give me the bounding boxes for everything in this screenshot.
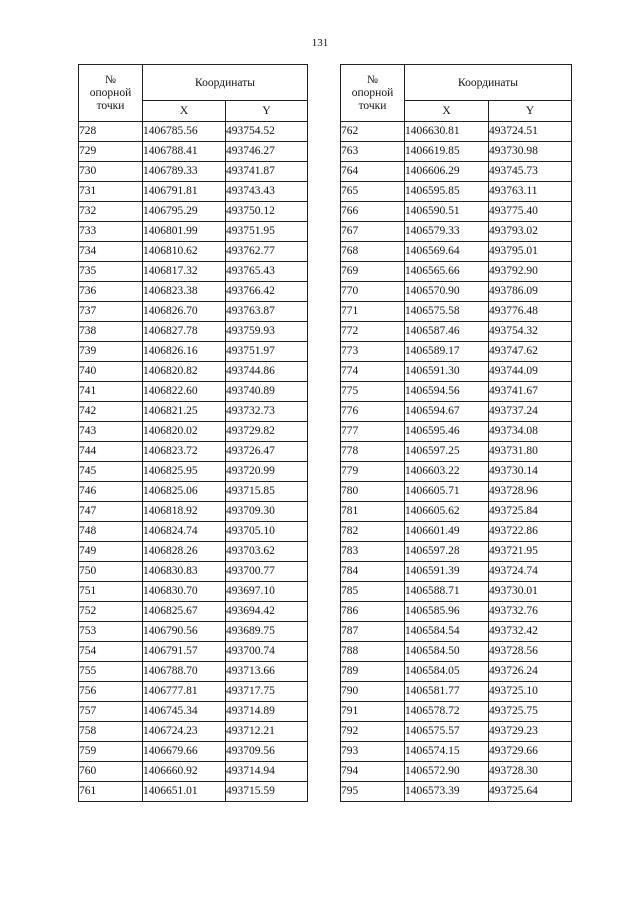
- x-coordinate-cell: 1406570.90: [405, 282, 489, 302]
- table-row: [79, 622, 308, 642]
- y-coordinate-cell: 493734.08: [489, 422, 572, 442]
- y-coordinate-cell: 493792.90: [489, 262, 572, 282]
- point-number-cell: 737: [79, 302, 143, 322]
- x-coordinate-cell: 1406745.34: [143, 702, 226, 722]
- x-coordinate-cell: 1406601.49: [405, 522, 489, 542]
- y-coordinate-cell: 493762.77: [226, 242, 308, 262]
- x-coordinate-cell: 1406603.22: [405, 462, 489, 482]
- point-number-cell: 776: [341, 402, 405, 422]
- y-coordinate-cell: 493724.51: [489, 122, 572, 142]
- y-coordinate-cell: 493754.32: [489, 322, 572, 342]
- point-number-cell: 755: [79, 662, 143, 682]
- x-coordinate-cell: 1406584.50: [405, 642, 489, 662]
- table-row: [79, 222, 308, 242]
- table-row: [79, 462, 308, 482]
- point-number-cell: 731: [79, 182, 143, 202]
- y-coordinate-cell: 493793.02: [489, 222, 572, 242]
- table-row: [341, 242, 572, 262]
- y-coordinate-cell: 493775.40: [489, 202, 572, 222]
- table-row: [79, 562, 308, 582]
- point-number-cell: 752: [79, 602, 143, 622]
- x-coordinate-cell: 1406619.85: [405, 142, 489, 162]
- x-coordinate-cell: 1406572.90: [405, 762, 489, 782]
- table-row: [79, 402, 308, 422]
- table-row: [341, 562, 572, 582]
- y-coordinate-cell: 493751.97: [226, 342, 308, 362]
- y-coordinate-cell: 493689.75: [226, 622, 308, 642]
- table-row: [341, 662, 572, 682]
- x-coordinate-cell: 1406826.16: [143, 342, 226, 362]
- y-coordinate-cell: 493713.66: [226, 662, 308, 682]
- point-number-cell: 751: [79, 582, 143, 602]
- point-number-cell: 771: [341, 302, 405, 322]
- x-coordinate-cell: 1406830.83: [143, 562, 226, 582]
- point-number-cell: 782: [341, 522, 405, 542]
- point-number-cell: 739: [79, 342, 143, 362]
- point-number-cell: 738: [79, 322, 143, 342]
- point-number-cell: 775: [341, 382, 405, 402]
- y-coordinate-cell: 493730.01: [489, 582, 572, 602]
- x-coordinate-cell: 1406585.96: [405, 602, 489, 622]
- y-coordinate-cell: 493714.89: [226, 702, 308, 722]
- x-coordinate-cell: 1406594.67: [405, 402, 489, 422]
- x-coordinate-cell: 1406573.39: [405, 782, 489, 802]
- y-coordinate-cell: 493694.42: [226, 602, 308, 622]
- table-row: [341, 442, 572, 462]
- y-coordinate-cell: 493765.43: [226, 262, 308, 282]
- table-row: [79, 322, 308, 342]
- x-coordinate-cell: 1406790.56: [143, 622, 226, 642]
- point-number-header: № опорной точки: [341, 65, 405, 122]
- point-number-cell: 794: [341, 762, 405, 782]
- table-row: [79, 582, 308, 602]
- y-coordinate-cell: 493700.77: [226, 562, 308, 582]
- table-row: [79, 722, 308, 742]
- y-coordinate-cell: 493740.89: [226, 382, 308, 402]
- x-coordinate-cell: 1406788.41: [143, 142, 226, 162]
- coordinates-header: Координаты: [405, 65, 572, 101]
- table-row: [79, 662, 308, 682]
- table-row: [79, 482, 308, 502]
- table-row: [341, 282, 572, 302]
- x-coordinate-cell: 1406830.70: [143, 582, 226, 602]
- y-coordinate-cell: 493786.09: [489, 282, 572, 302]
- table-row: [341, 502, 572, 522]
- point-number-cell: 729: [79, 142, 143, 162]
- y-coordinate-cell: 493714.94: [226, 762, 308, 782]
- x-coordinate-cell: 1406595.46: [405, 422, 489, 442]
- y-coordinate-cell: 493746.27: [226, 142, 308, 162]
- y-coordinate-cell: 493728.30: [489, 762, 572, 782]
- point-number-cell: 766: [341, 202, 405, 222]
- x-coordinate-cell: 1406587.46: [405, 322, 489, 342]
- table-row: [79, 162, 308, 182]
- x-coordinate-cell: 1406595.85: [405, 182, 489, 202]
- x-coordinate-cell: 1406575.57: [405, 722, 489, 742]
- y-coordinate-cell: 493795.01: [489, 242, 572, 262]
- table-row: [341, 542, 572, 562]
- y-coordinate-cell: 493747.62: [489, 342, 572, 362]
- x-coordinate-cell: 1406579.33: [405, 222, 489, 242]
- point-number-cell: 768: [341, 242, 405, 262]
- point-number-cell: 761: [79, 782, 143, 802]
- table-row: [79, 522, 308, 542]
- y-header: Y: [489, 101, 572, 122]
- table-row: [341, 182, 572, 202]
- point-number-cell: 730: [79, 162, 143, 182]
- point-number-header: № опорной точки: [79, 65, 143, 122]
- x-coordinate-cell: 1406588.71: [405, 582, 489, 602]
- x-coordinate-cell: 1406789.33: [143, 162, 226, 182]
- x-coordinate-cell: 1406827.78: [143, 322, 226, 342]
- x-coordinate-cell: 1406823.72: [143, 442, 226, 462]
- point-number-cell: 774: [341, 362, 405, 382]
- table-row: [341, 202, 572, 222]
- x-coordinate-cell: 1406825.95: [143, 462, 226, 482]
- x-coordinate-cell: 1406589.17: [405, 342, 489, 362]
- y-coordinate-cell: 493743.43: [226, 182, 308, 202]
- point-number-cell: 785: [341, 582, 405, 602]
- x-coordinate-cell: 1406591.30: [405, 362, 489, 382]
- y-coordinate-cell: 493726.24: [489, 662, 572, 682]
- table-row: [341, 262, 572, 282]
- table-row: [341, 162, 572, 182]
- y-coordinate-cell: 493744.86: [226, 362, 308, 382]
- x-coordinate-cell: 1406821.25: [143, 402, 226, 422]
- y-coordinate-cell: 493725.75: [489, 702, 572, 722]
- point-number-cell: 784: [341, 562, 405, 582]
- y-coordinate-cell: 493728.96: [489, 482, 572, 502]
- table-row: [79, 262, 308, 282]
- y-coordinate-cell: 493745.73: [489, 162, 572, 182]
- y-coordinate-cell: 493751.95: [226, 222, 308, 242]
- y-coordinate-cell: 493715.59: [226, 782, 308, 802]
- table-row: [79, 502, 308, 522]
- table-row: [79, 282, 308, 302]
- table-row: [79, 542, 308, 562]
- y-coordinate-cell: 493709.30: [226, 502, 308, 522]
- table-row: [79, 202, 308, 222]
- table-row: [341, 122, 572, 142]
- table-row: [341, 422, 572, 442]
- page-number: 131: [311, 37, 329, 49]
- y-coordinate-cell: 493720.99: [226, 462, 308, 482]
- point-number-cell: 746: [79, 482, 143, 502]
- table-row: [79, 142, 308, 162]
- y-coordinate-cell: 493717.75: [226, 682, 308, 702]
- point-number-cell: 757: [79, 702, 143, 722]
- point-number-cell: 786: [341, 602, 405, 622]
- x-coordinate-cell: 1406584.05: [405, 662, 489, 682]
- table-body: [341, 122, 572, 802]
- table-row: [341, 702, 572, 722]
- point-number-cell: 769: [341, 262, 405, 282]
- point-number-cell: 789: [341, 662, 405, 682]
- y-coordinate-cell: 493744.09: [489, 362, 572, 382]
- point-number-cell: 781: [341, 502, 405, 522]
- y-coordinate-cell: 493722.86: [489, 522, 572, 542]
- x-coordinate-cell: 1406630.81: [405, 122, 489, 142]
- table-row: [341, 482, 572, 502]
- point-number-cell: 788: [341, 642, 405, 662]
- x-coordinate-cell: 1406575.58: [405, 302, 489, 322]
- x-coordinate-cell: 1406777.81: [143, 682, 226, 702]
- y-coordinate-cell: 493712.21: [226, 722, 308, 742]
- x-coordinate-cell: 1406569.64: [405, 242, 489, 262]
- y-coordinate-cell: 493741.67: [489, 382, 572, 402]
- y-coordinate-cell: 493732.42: [489, 622, 572, 642]
- x-coordinate-cell: 1406788.70: [143, 662, 226, 682]
- table-row: [341, 362, 572, 382]
- point-number-cell: 758: [79, 722, 143, 742]
- table-row: [79, 422, 308, 442]
- point-number-cell: 748: [79, 522, 143, 542]
- y-coordinate-cell: 493754.52: [226, 122, 308, 142]
- point-number-cell: 745: [79, 462, 143, 482]
- x-coordinate-cell: 1406590.51: [405, 202, 489, 222]
- y-coordinate-cell: 493703.62: [226, 542, 308, 562]
- y-coordinate-cell: 493729.23: [489, 722, 572, 742]
- y-coordinate-cell: 493759.93: [226, 322, 308, 342]
- point-number-cell: 749: [79, 542, 143, 562]
- table-row: [341, 742, 572, 762]
- point-number-cell: 750: [79, 562, 143, 582]
- x-coordinate-cell: 1406584.54: [405, 622, 489, 642]
- y-coordinate-cell: 493732.76: [489, 602, 572, 622]
- table-row: [341, 222, 572, 242]
- x-coordinate-cell: 1406810.62: [143, 242, 226, 262]
- point-number-cell: 787: [341, 622, 405, 642]
- table-row: [341, 782, 572, 802]
- table-row: [79, 342, 308, 362]
- y-coordinate-cell: 493728.56: [489, 642, 572, 662]
- x-coordinate-cell: 1406594.56: [405, 382, 489, 402]
- x-coordinate-cell: 1406823.38: [143, 282, 226, 302]
- table-row: [341, 602, 572, 622]
- y-coordinate-cell: 493724.74: [489, 562, 572, 582]
- x-coordinate-cell: 1406660.92: [143, 762, 226, 782]
- point-number-cell: 741: [79, 382, 143, 402]
- y-coordinate-cell: 493697.10: [226, 582, 308, 602]
- point-number-cell: 764: [341, 162, 405, 182]
- x-coordinate-cell: 1406820.02: [143, 422, 226, 442]
- y-coordinate-cell: 493763.87: [226, 302, 308, 322]
- x-coordinate-cell: 1406581.77: [405, 682, 489, 702]
- point-number-cell: 743: [79, 422, 143, 442]
- point-number-cell: 793: [341, 742, 405, 762]
- x-coordinate-cell: 1406679.66: [143, 742, 226, 762]
- table-row: [341, 462, 572, 482]
- x-coordinate-cell: 1406605.62: [405, 502, 489, 522]
- table-row: [79, 382, 308, 402]
- table-row: [341, 342, 572, 362]
- table-row: [341, 582, 572, 602]
- point-number-cell: 744: [79, 442, 143, 462]
- table-row: [341, 642, 572, 662]
- x-coordinate-cell: 1406825.67: [143, 602, 226, 622]
- table-row: [341, 302, 572, 322]
- y-coordinate-cell: 493731.80: [489, 442, 572, 462]
- y-coordinate-cell: 493709.56: [226, 742, 308, 762]
- y-coordinate-cell: 493730.98: [489, 142, 572, 162]
- table-row: [341, 762, 572, 782]
- x-coordinate-cell: 1406578.72: [405, 702, 489, 722]
- y-coordinate-cell: 493732.73: [226, 402, 308, 422]
- point-number-cell: 732: [79, 202, 143, 222]
- y-coordinate-cell: 493725.84: [489, 502, 572, 522]
- table-row: [341, 402, 572, 422]
- point-number-cell: 779: [341, 462, 405, 482]
- x-coordinate-cell: 1406565.66: [405, 262, 489, 282]
- x-coordinate-cell: 1406818.92: [143, 502, 226, 522]
- point-number-cell: 795: [341, 782, 405, 802]
- y-coordinate-cell: 493729.82: [226, 422, 308, 442]
- point-number-cell: 728: [79, 122, 143, 142]
- x-coordinate-cell: 1406822.60: [143, 382, 226, 402]
- table-row: [79, 182, 308, 202]
- point-number-cell: 759: [79, 742, 143, 762]
- table-row: [341, 142, 572, 162]
- point-number-cell: 736: [79, 282, 143, 302]
- x-coordinate-cell: 1406606.29: [405, 162, 489, 182]
- y-coordinate-cell: 493776.48: [489, 302, 572, 322]
- x-coordinate-cell: 1406795.29: [143, 202, 226, 222]
- x-coordinate-cell: 1406825.06: [143, 482, 226, 502]
- point-number-cell: 753: [79, 622, 143, 642]
- y-coordinate-cell: 493730.14: [489, 462, 572, 482]
- point-number-cell: 772: [341, 322, 405, 342]
- table-row: [341, 522, 572, 542]
- y-coordinate-cell: 493715.85: [226, 482, 308, 502]
- table-row: [341, 322, 572, 342]
- y-header: Y: [226, 101, 308, 122]
- point-number-cell: 791: [341, 702, 405, 722]
- x-coordinate-cell: 1406791.57: [143, 642, 226, 662]
- point-number-cell: 763: [341, 142, 405, 162]
- point-number-cell: 735: [79, 262, 143, 282]
- table-row: [79, 782, 308, 802]
- table-row: [341, 382, 572, 402]
- point-number-cell: 790: [341, 682, 405, 702]
- table-row: [341, 722, 572, 742]
- x-coordinate-cell: 1406591.39: [405, 562, 489, 582]
- y-coordinate-cell: 493725.64: [489, 782, 572, 802]
- point-number-cell: 756: [79, 682, 143, 702]
- point-number-cell: 777: [341, 422, 405, 442]
- point-number-cell: 783: [341, 542, 405, 562]
- point-number-cell: 792: [341, 722, 405, 742]
- point-number-cell: 762: [341, 122, 405, 142]
- table-row: [341, 622, 572, 642]
- y-coordinate-cell: 493705.10: [226, 522, 308, 542]
- y-coordinate-cell: 493741.87: [226, 162, 308, 182]
- x-coordinate-cell: 1406597.28: [405, 542, 489, 562]
- x-header: X: [143, 101, 226, 122]
- x-coordinate-cell: 1406724.23: [143, 722, 226, 742]
- point-number-cell: 765: [341, 182, 405, 202]
- x-header: X: [405, 101, 489, 122]
- coordinates-table-right: [340, 64, 572, 802]
- coordinates-header: Координаты: [143, 65, 308, 101]
- x-coordinate-cell: 1406605.71: [405, 482, 489, 502]
- y-coordinate-cell: 493726.47: [226, 442, 308, 462]
- point-number-cell: 767: [341, 222, 405, 242]
- x-coordinate-cell: 1406828.26: [143, 542, 226, 562]
- y-coordinate-cell: 493763.11: [489, 182, 572, 202]
- point-number-cell: 733: [79, 222, 143, 242]
- point-number-cell: 760: [79, 762, 143, 782]
- table-row: [79, 442, 308, 462]
- table-row: [79, 762, 308, 782]
- y-coordinate-cell: 493750.12: [226, 202, 308, 222]
- x-coordinate-cell: 1406785.56: [143, 122, 226, 142]
- table-row: [79, 602, 308, 622]
- table-row: [79, 642, 308, 662]
- table-row: [341, 682, 572, 702]
- point-number-cell: 740: [79, 362, 143, 382]
- table-row: [79, 742, 308, 762]
- x-coordinate-cell: 1406597.25: [405, 442, 489, 462]
- y-coordinate-cell: 493721.95: [489, 542, 572, 562]
- x-coordinate-cell: 1406651.01: [143, 782, 226, 802]
- x-coordinate-cell: 1406826.70: [143, 302, 226, 322]
- table-body: [79, 122, 308, 802]
- coordinates-table-left: [78, 64, 308, 802]
- x-coordinate-cell: 1406791.81: [143, 182, 226, 202]
- table-row: [79, 682, 308, 702]
- x-coordinate-cell: 1406801.99: [143, 222, 226, 242]
- table-row: [79, 242, 308, 262]
- y-coordinate-cell: 493725.10: [489, 682, 572, 702]
- x-coordinate-cell: 1406820.82: [143, 362, 226, 382]
- point-number-cell: 734: [79, 242, 143, 262]
- point-number-cell: 742: [79, 402, 143, 422]
- point-number-cell: 773: [341, 342, 405, 362]
- y-coordinate-cell: 493737.24: [489, 402, 572, 422]
- x-coordinate-cell: 1406574.15: [405, 742, 489, 762]
- point-number-cell: 780: [341, 482, 405, 502]
- y-coordinate-cell: 493766.42: [226, 282, 308, 302]
- x-coordinate-cell: 1406824.74: [143, 522, 226, 542]
- table-row: [79, 362, 308, 382]
- y-coordinate-cell: 493700.74: [226, 642, 308, 662]
- table-row: [79, 122, 308, 142]
- point-number-cell: 778: [341, 442, 405, 462]
- point-number-cell: 747: [79, 502, 143, 522]
- point-number-cell: 770: [341, 282, 405, 302]
- table-row: [79, 302, 308, 322]
- y-coordinate-cell: 493729.66: [489, 742, 572, 762]
- x-coordinate-cell: 1406817.32: [143, 262, 226, 282]
- point-number-cell: 754: [79, 642, 143, 662]
- table-row: [79, 702, 308, 722]
